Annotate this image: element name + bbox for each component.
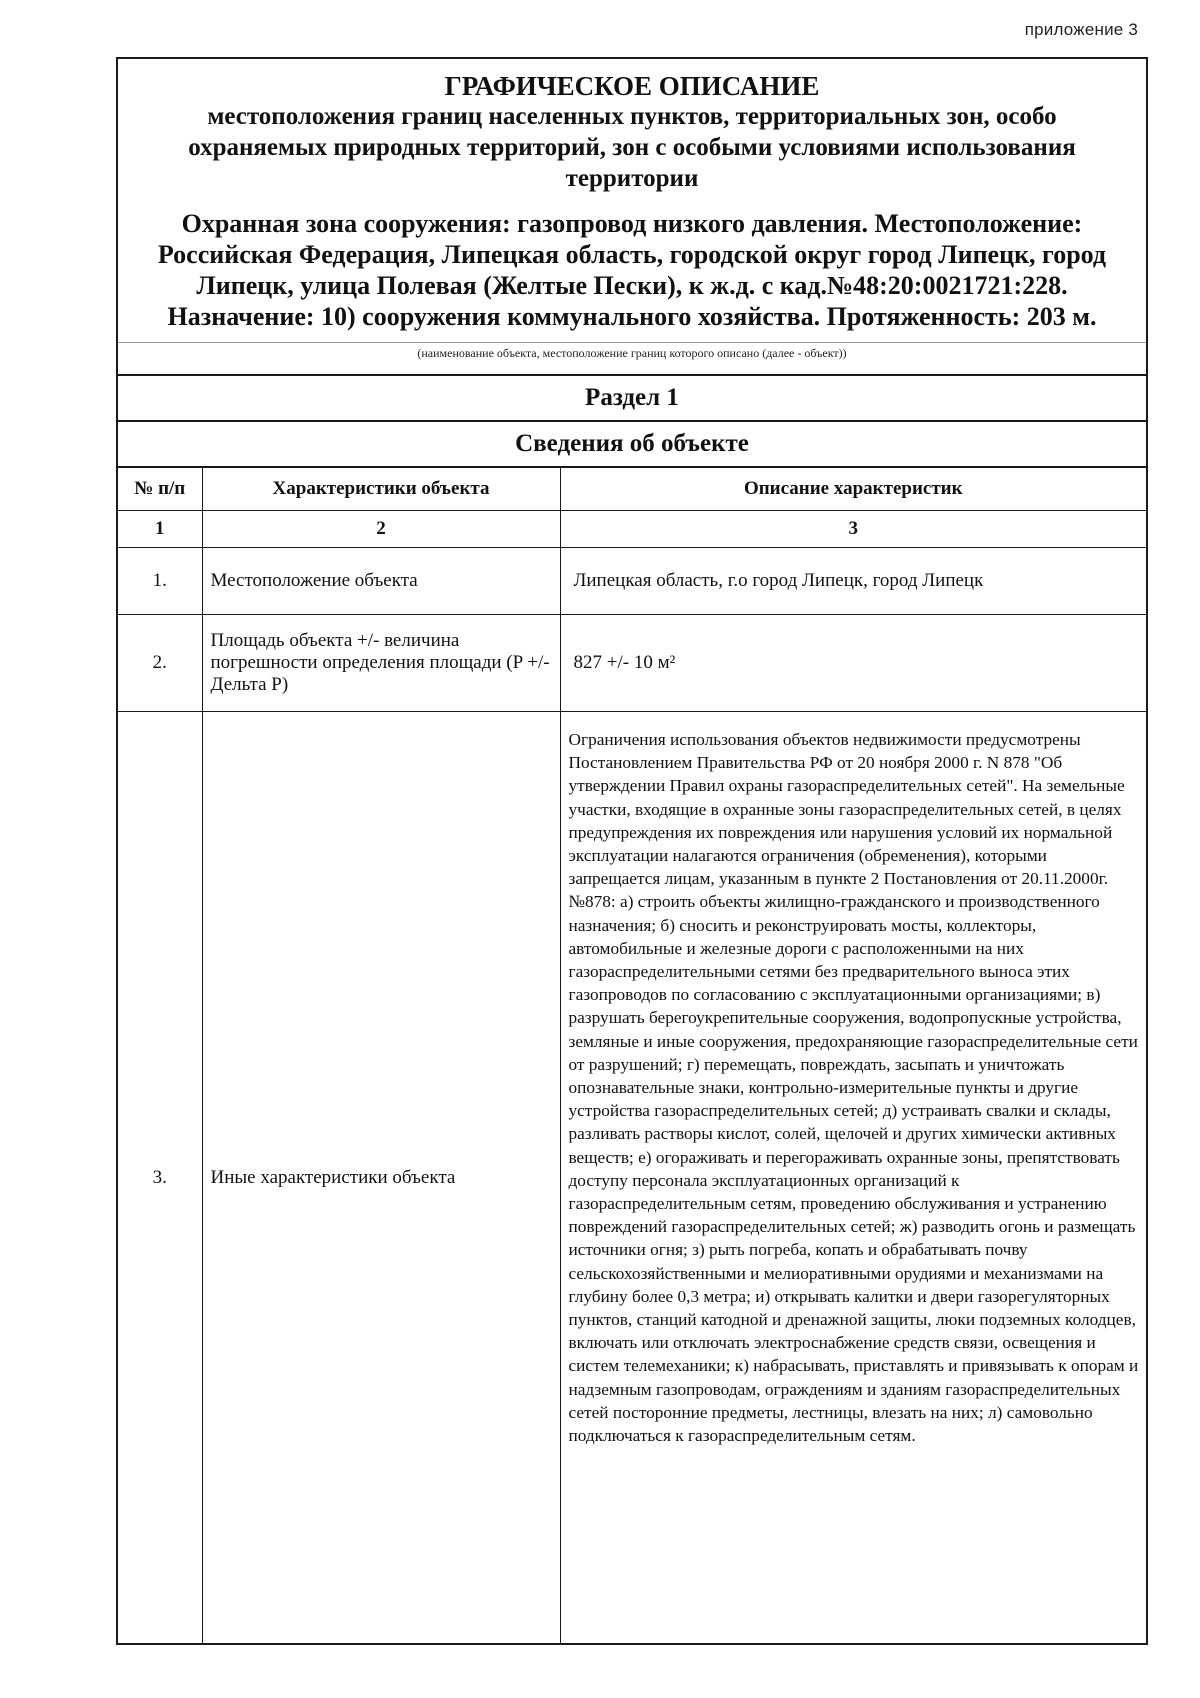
appendix-label: приложение 3	[1024, 20, 1138, 39]
row-value: Ограничения использования объектов недвижимости предусмотрены Постановлением Правительства РФ от 20 ноября 2000 г. N 878 "Об утверждении Правил охраны газораспределительных сетей". На земельные участки, входящие в охранные зоны газораспределительных сетей, в целях предупреждения их повреждения или нарушения условий их нормальной эксплуатации налагаются ограничения (обременения), которыми запрещается лицам, указанным в пункте 2 Постановления от 20.11.2000г. №878: а) строить объекты жилищно-гражданского и производственного назначения; б) сносить и реконструировать мосты, коллекторы, автомобильные и железные дороги с расположенными на них газораспределительными сетями без предварительного выноса этих газопроводов по согласованию с эксплуатационными организациями; в) разрушать берегоукрепительные сооружения, водопропускные устройства, земляные и иные сооружения, предохраняющие газораспределительные сети от разрушений; г) перемещать, повреждать, засыпать и уничтожать опознавательные знаки, контрольно-измерительные пункты и другие устройства газораспределительных сетей; д) устраивать свалки и склады, разливать растворы кислот, солей, щелочей и других химически активных веществ; е) огораживать и перегораживать охранные зоны, препятствовать доступу персонала эксплуатационных организаций к газораспределительным сетям, проведению обслуживания и устранению повреждений газораспределительных сетей; ж) разводить огонь и размещать источники огня; з) рыть погреба, копать и обрабатывать почву сельскохозяйственными и мелиоративными орудиями и механизмами на глубину более 0,3 метра; и) открывать калитки и двери газорегуляторных пунктов, станций катодной и дренажной защиты, люки подземных колодцев, включать или отключать электроснабжение средств связи, освещения и систем телемеханики; к) набрасывать, приставлять и привязывать к опорам и надземным газопроводам, ограждениям и зданиям газораспределительных сетей посторонние предметы, лестницы, влезать на них; л) самовольно подключаться к газораспределительным сетям.	[560, 712, 1146, 1644]
section-title: Сведения об объекте	[118, 420, 1146, 466]
column-number-row	[118, 511, 1146, 548]
header-number: № п/п	[118, 467, 202, 511]
row-characteristic: Местоположение объекта	[202, 548, 560, 615]
header-characteristic: Характеристики объекта	[202, 467, 560, 511]
table-row	[118, 615, 1146, 712]
row-number: 2.	[118, 615, 202, 712]
row-value: Липецкая область, г.о город Липецк, город Липецк	[560, 548, 1146, 615]
row-characteristic: Иные характеристики объекта	[202, 712, 560, 1644]
object-caption: (наименование объекта, местоположение границ которого описано (далее - объект))	[118, 342, 1146, 374]
object-description: Охранная зона сооружения: газопровод низкого давления. Местоположение: Российская Федерация, Липецкая область, городской округ город Липецк, город Липецк, улица Полевая (Желтые Пески), к ж.д. с кад.№48:20:0021721:228. Назначение: 10) сооружения коммунального хозяйства. Протяженность: 203 м.	[157, 209, 1107, 331]
row-number: 3.	[118, 712, 202, 1644]
column-number-1: 1	[118, 511, 202, 548]
row-value: 827 +/- 10 м²	[560, 615, 1146, 712]
table-row	[118, 712, 1146, 1644]
document-title: ГРАФИЧЕСКОЕ ОПИСАНИЕ	[444, 71, 820, 101]
column-number-2: 2	[202, 511, 560, 548]
document-subtitle: местоположения границ населенных пунктов, территориальных зон, особо охраняемых природных территорий, зон с особыми условиями использования территории	[188, 103, 1076, 192]
row-characteristic: Площадь объекта +/- величина погрешности определения площади (P +/- Дельта P)	[202, 615, 560, 712]
row-number: 1.	[118, 548, 202, 615]
document-header	[118, 59, 1146, 332]
document-frame	[116, 57, 1148, 1645]
header-description: Описание характеристик	[560, 467, 1146, 511]
table-row	[118, 548, 1146, 615]
object-details-table	[118, 466, 1146, 1643]
column-number-3: 3	[560, 511, 1146, 548]
section-number: Раздел 1	[118, 374, 1146, 420]
table-header-row	[118, 467, 1146, 511]
